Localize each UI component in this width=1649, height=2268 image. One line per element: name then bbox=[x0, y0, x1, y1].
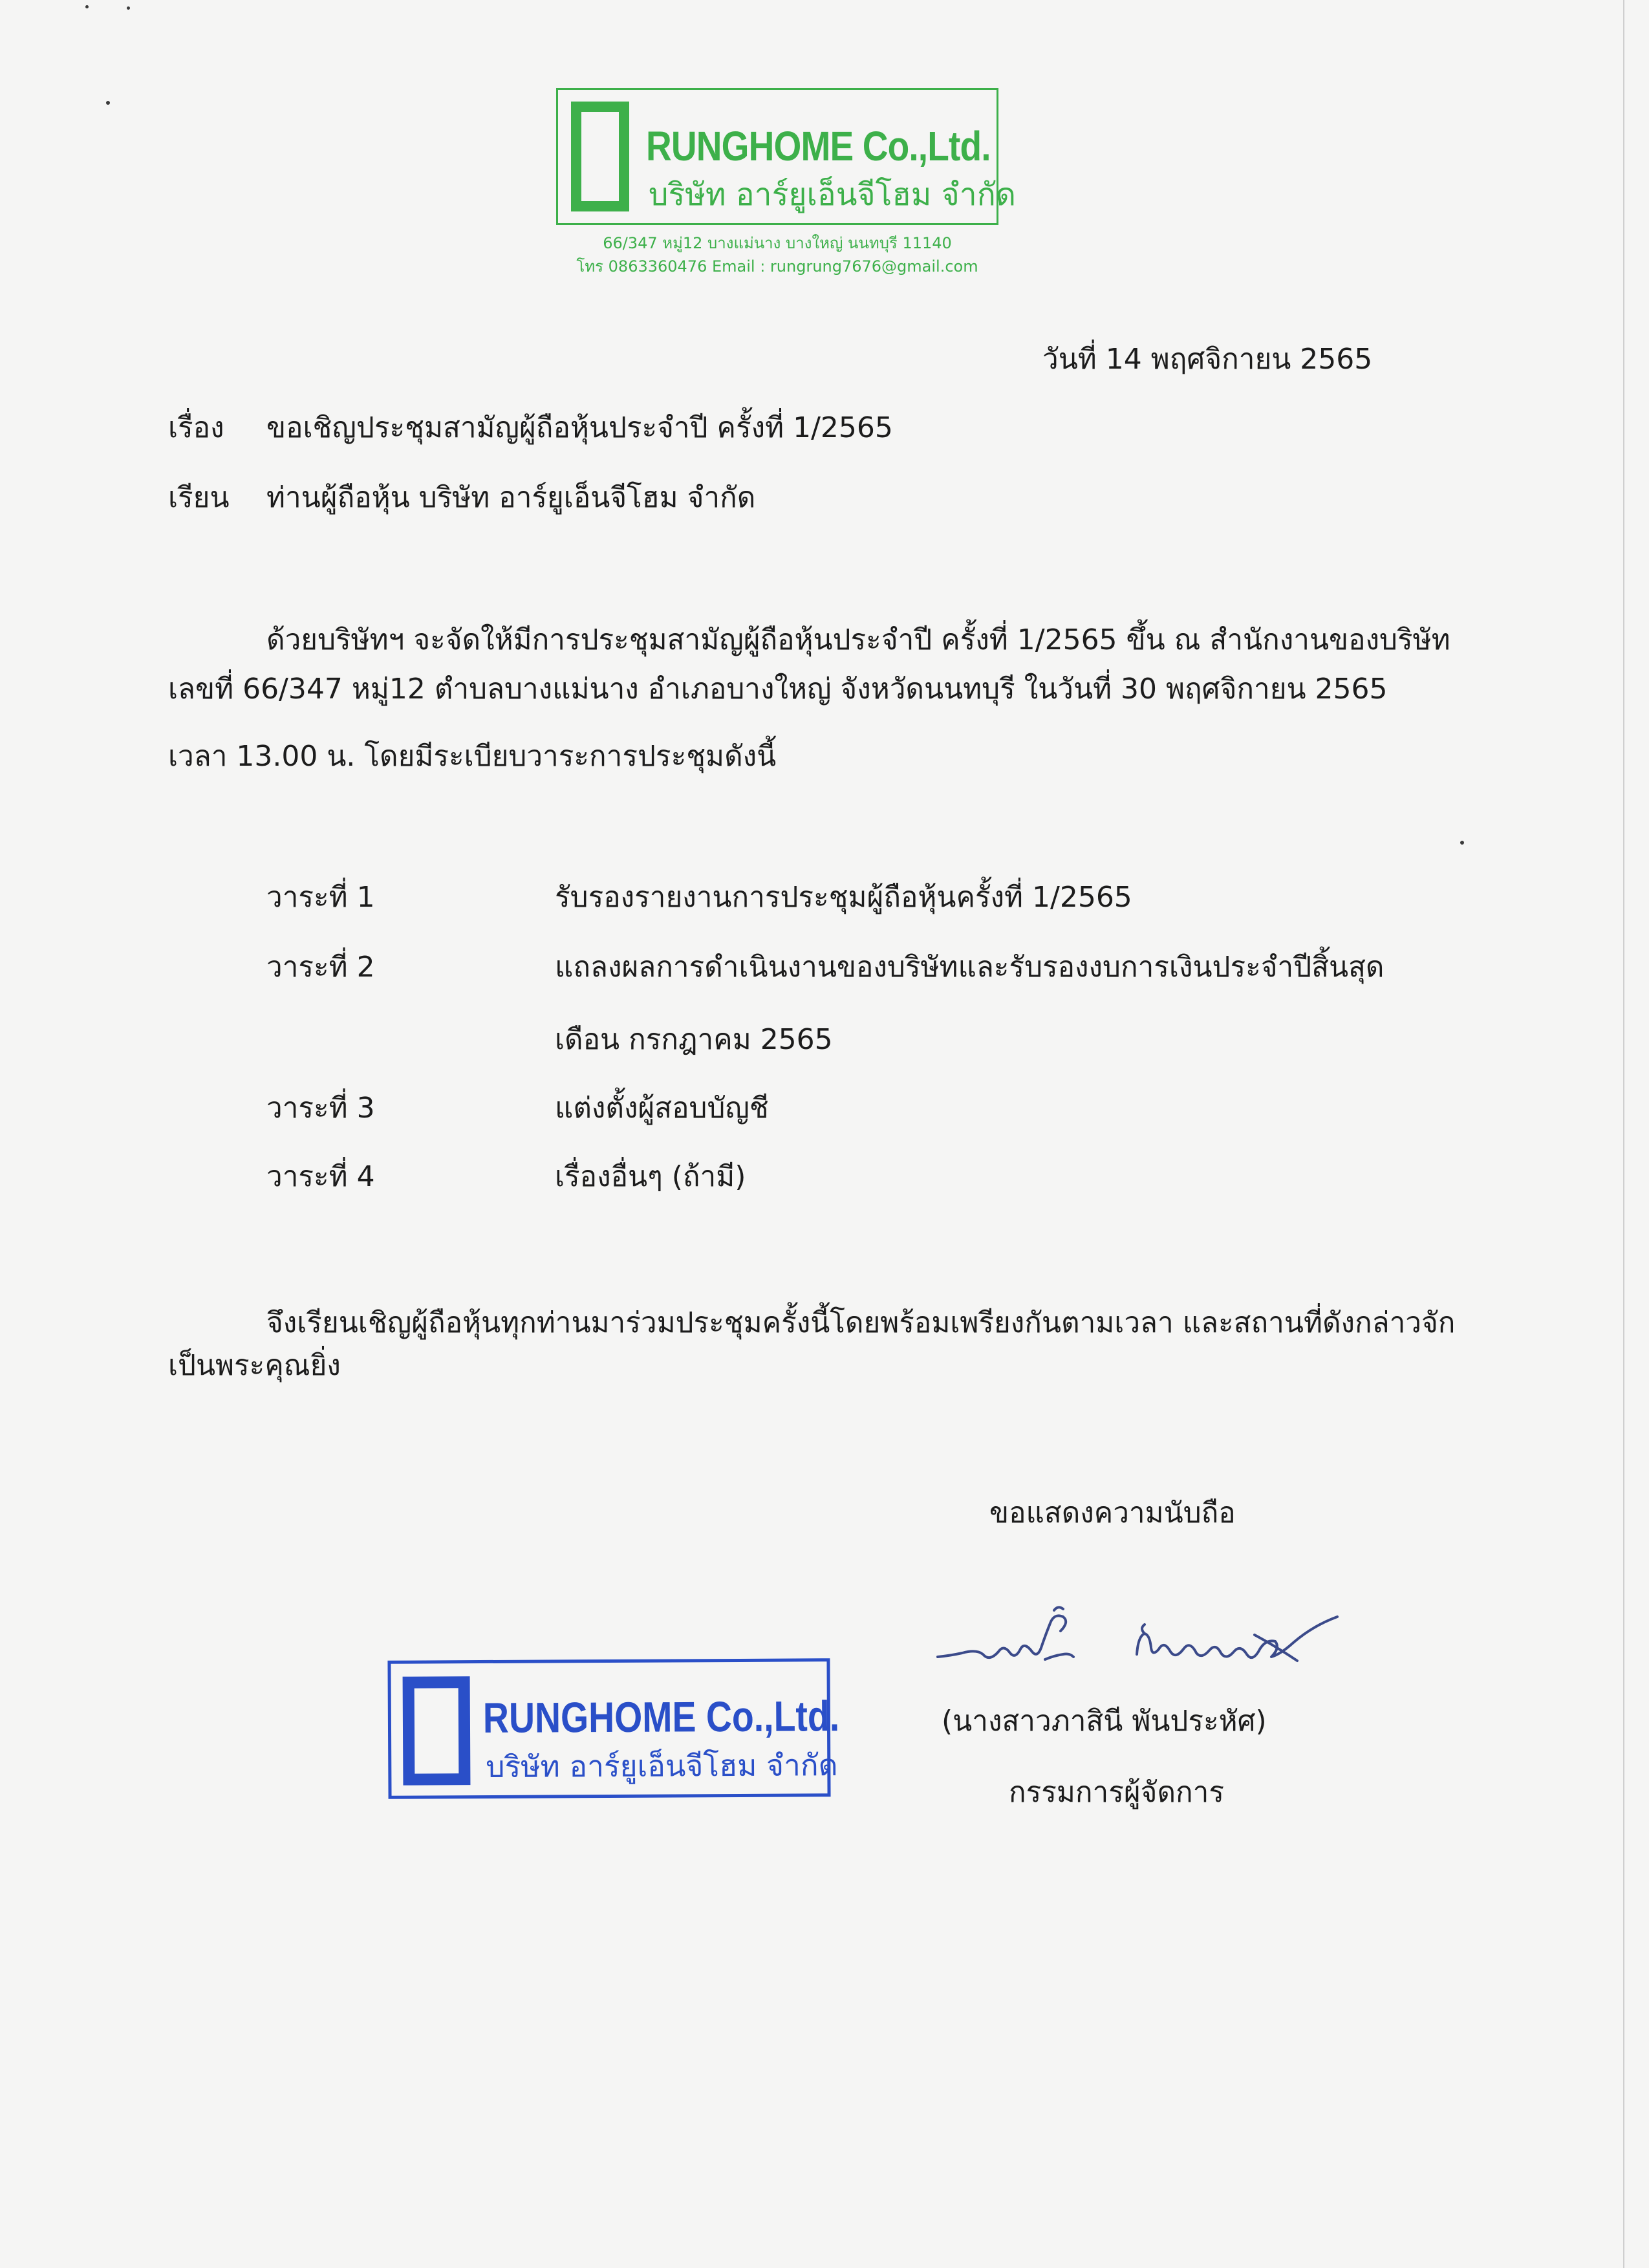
company-stamp bbox=[387, 1658, 840, 1799]
signer-position: กรรมการผู้จัดการ bbox=[1009, 1776, 1225, 1809]
scan-speck bbox=[1460, 841, 1464, 845]
scan-speck bbox=[85, 5, 89, 8]
letterhead-address: 66/347 หมู่12 บางแม่นาง บางใหญ่ นนทบุรี 11140 bbox=[603, 234, 952, 252]
scan-speck bbox=[127, 6, 130, 10]
scan-edge bbox=[1623, 0, 1624, 2268]
agenda-text: แถลงผลการดำเนินงานของบริษัทและรับรองงบการเงินประจำปีสิ้นสุด bbox=[555, 951, 1385, 984]
subject-label: เรื่อง bbox=[168, 411, 224, 444]
company-logo bbox=[556, 88, 1016, 225]
intro-line-1: ด้วยบริษัทฯ จะจัดให้มีการประชุมสามัญผู้ถือหุ้นประจำปี ครั้งที่ 1/2565 ขึ้น ณ สำนักงานของบริษัท bbox=[266, 623, 1450, 656]
handwritten-signature bbox=[931, 1597, 1345, 1681]
sign-off: ขอแสดงความนับถือ bbox=[989, 1496, 1236, 1529]
logo-name-en: RUNGHOME Co.,Ltd. bbox=[646, 123, 991, 169]
agenda-label: วาระที่ 4 bbox=[266, 1160, 375, 1193]
scan-speck bbox=[106, 101, 110, 105]
logo-name-th: บริษัท อาร์ยูเอ็นจีโฮม จำกัด bbox=[649, 177, 1016, 213]
closing-line-1: จึงเรียนเชิญผู้ถือหุ้นทุกท่านมาร่วมประชุมครั้งนี้โดยพร้อมเพรียงกันตามเวลา และสถานที่ดังกล่าวจัก bbox=[266, 1306, 1456, 1339]
letter-date: วันที่ 14 พฤศจิกายน 2565 bbox=[1042, 343, 1373, 376]
letterhead-contact: โทร 0863360476 Email : rungrung7676@gmail.com bbox=[576, 257, 978, 275]
subject-text: ขอเชิญประชุมสามัญผู้ถือหุ้นประจำปี ครั้งที่ 1/2565 bbox=[266, 411, 893, 444]
agenda-text: แต่งตั้งผู้สอบบัญชี bbox=[555, 1092, 769, 1125]
stamp-name-th: บริษัท อาร์ยูเอ็นจีโฮม จำกัด bbox=[486, 1747, 838, 1784]
stamp-box-mark bbox=[403, 1676, 471, 1786]
closing-line-2: เป็นพระคุณยิ่ง bbox=[168, 1349, 341, 1382]
logo-box-mark bbox=[571, 102, 629, 211]
intro-line-3: เวลา 13.00 น. โดยมีระเบียบวาระการประชุมดังนี้ bbox=[168, 740, 777, 773]
signer-name: (นางสาวภาสินี พันประหัศ) bbox=[942, 1705, 1267, 1738]
stamp-name-en: RUNGHOME Co.,Ltd. bbox=[482, 1692, 840, 1742]
to-label: เรียน bbox=[168, 481, 230, 514]
to-text: ท่านผู้ถือหุ้น บริษัท อาร์ยูเอ็นจีโฮม จำกัด bbox=[266, 481, 756, 514]
agenda-text: เรื่องอื่นๆ (ถ้ามี) bbox=[555, 1160, 746, 1193]
agenda-text-continued: เดือน กรกฎาคม 2565 bbox=[555, 1023, 833, 1056]
intro-line-2: เลขที่ 66/347 หมู่12 ตำบลบางแม่นาง อำเภอบางใหญ่ จังหวัดนนทบุรี ในวันที่ 30 พฤศจิกายน 2565 bbox=[168, 673, 1388, 706]
agenda-text: รับรองรายงานการประชุมผู้ถือหุ้นครั้งที่ 1/2565 bbox=[555, 881, 1132, 914]
agenda-label: วาระที่ 1 bbox=[266, 881, 375, 914]
agenda-label: วาระที่ 3 bbox=[266, 1092, 375, 1125]
agenda-label: วาระที่ 2 bbox=[266, 951, 375, 984]
